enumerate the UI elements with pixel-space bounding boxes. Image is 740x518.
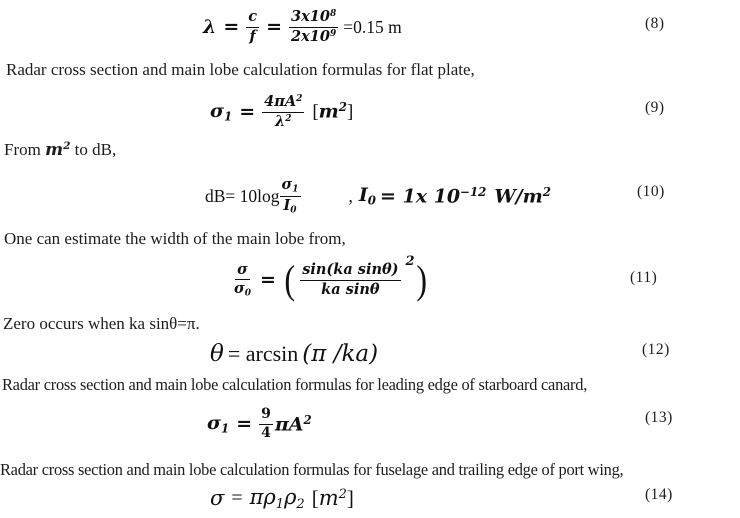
eq10-denominator xyxy=(281,197,298,216)
from-m-exponent: 2 xyxy=(63,140,71,153)
eq8-frac2-num-exponent: 8 xyxy=(329,9,337,20)
eq11-fraction-sinc xyxy=(300,262,400,297)
eq10-unit xyxy=(494,185,551,207)
eq8-result: =0.15 m xyxy=(343,16,402,37)
eq8-fraction-c-over-f xyxy=(246,9,259,44)
eq14-unit-base: m xyxy=(318,485,339,510)
eq10-I0 xyxy=(359,184,376,208)
eq10-mid xyxy=(380,185,486,207)
eq11-open-paren: ( xyxy=(284,257,295,302)
eq8-frac1-numerator: c xyxy=(246,9,259,27)
equation-13-number: (13) xyxy=(645,409,673,426)
eq11-lhs-numerator: σ xyxy=(235,262,250,280)
equation-9 xyxy=(210,91,353,133)
from-text-pre: From xyxy=(4,140,46,159)
equation-12-number: (12) xyxy=(642,341,670,358)
eq9-denominator xyxy=(273,113,293,130)
equation-11 xyxy=(232,256,428,304)
equation-10-number: (10) xyxy=(637,183,665,200)
eq10-numerator xyxy=(280,177,301,197)
eq13-fraction-9-over-4 xyxy=(259,407,273,441)
eq9-unit-open-bracket: [ xyxy=(312,101,319,123)
eq9-den-exponent: 2 xyxy=(285,113,292,124)
eq9-unit-exponent: 2 xyxy=(338,100,347,115)
eq10-den-base: I xyxy=(283,196,291,214)
eq13-denominator: 4 xyxy=(261,424,271,441)
eq11-close-paren: ) xyxy=(415,257,427,302)
equation-13 xyxy=(207,403,312,445)
eq9-sigma xyxy=(210,100,232,124)
equation-9-number: (9) xyxy=(645,99,665,116)
eq8-fraction-3x10e8-over-2x10e9 xyxy=(289,9,338,44)
eq13-numerator: 9 xyxy=(259,407,273,425)
eq8-lambda: λ xyxy=(203,16,217,38)
eq14-unit-open-bracket: [ xyxy=(311,485,319,510)
eq14-sigma: σ xyxy=(210,486,225,510)
eq13-sigma-base: σ xyxy=(207,412,222,435)
eq12-pi-over-ka: (π /ka) xyxy=(302,341,379,367)
eq8-frac2-numerator xyxy=(289,9,338,27)
eq13-sigma-subscript: 1 xyxy=(221,421,230,436)
eq10-num-base: σ xyxy=(281,175,293,193)
eq10-mid-base: = 1x 10 xyxy=(379,185,461,208)
eq8-frac2-den-base: 2x10 xyxy=(291,27,330,45)
equation-14 xyxy=(210,484,354,512)
eq14-rho2-base: ρ xyxy=(284,484,297,509)
eq11-lhs-denominator xyxy=(232,280,253,299)
eq9-num-exponent: 2 xyxy=(296,94,303,105)
eq13-sigma xyxy=(207,412,229,436)
eq12-equals-arcsin: = arcsin xyxy=(227,341,299,366)
eq11-exponent: 2 xyxy=(405,254,415,269)
eq9-unit-close-bracket: ] xyxy=(346,101,354,123)
eq10-I-base: I xyxy=(358,184,368,207)
eq13-equals: = xyxy=(236,413,253,435)
eq14-unit-close-bracket: ] xyxy=(346,485,354,510)
eq9-numerator xyxy=(262,94,304,112)
eq10-I-subscript: 0 xyxy=(367,193,376,208)
eq9-unit xyxy=(312,100,353,123)
eq14-rho2-subscript: 2 xyxy=(296,496,305,512)
equation-14-number: (14) xyxy=(645,486,673,503)
eq11-numerator: sin(ka sinθ) xyxy=(300,262,400,280)
eq8-frac2-denominator xyxy=(289,28,338,45)
from-m-base: m xyxy=(45,140,64,160)
paragraph-main-lobe: One can estimate the width of the main lobe from, xyxy=(4,229,346,248)
eq13-rest-exponent: 2 xyxy=(303,412,312,427)
paragraph-from-m2-to-db xyxy=(4,140,116,160)
eq8-frac2-num-base: 3x10 xyxy=(291,8,330,26)
eq9-sigma-base: σ xyxy=(210,100,225,123)
eq11-lhs-fraction-sigma-over-sigma0 xyxy=(232,262,253,299)
eq10-unit-base: W/m xyxy=(494,185,543,208)
equation-12 xyxy=(210,339,378,369)
eq10-den-subscript: 0 xyxy=(290,205,297,216)
eq13-piA-squared xyxy=(275,413,312,435)
eq9-sigma-subscript: 1 xyxy=(224,109,233,124)
from-m-squared xyxy=(45,140,70,160)
eq8-equals-1: = xyxy=(223,16,240,38)
eq9-num-base: 4πA xyxy=(264,93,297,111)
eq8-equals-2: = xyxy=(266,16,283,38)
equation-10 xyxy=(205,175,555,217)
eq8-frac2-den-exponent: 9 xyxy=(329,28,337,39)
paragraph-flat-plate: Radar cross section and main lobe calculation formulas for flat plate, xyxy=(6,60,475,79)
eq9-fraction-4piA2-over-lambda2 xyxy=(262,94,304,129)
eq10-lhs-db-10log: dB= 10log xyxy=(205,185,280,206)
equation-8 xyxy=(203,6,402,48)
eq14-pi-rho1-rho2 xyxy=(250,485,305,512)
from-text-post: to dB, xyxy=(70,140,117,159)
eq14-unit-exponent: 2 xyxy=(338,486,347,502)
eq11-denominator: ka sinθ xyxy=(321,280,380,298)
eq10-unit-exponent: 2 xyxy=(542,184,551,199)
equation-8-number: (8) xyxy=(645,15,665,32)
eq8-frac1-denominator: f xyxy=(249,27,256,45)
eq14-rho1-subscript: 1 xyxy=(275,496,285,512)
eq13-rest-base: πA xyxy=(274,413,304,436)
eq11-lhs-den-base: σ xyxy=(234,279,245,297)
paragraph-starboard-canard: Radar cross section and main lobe calculation formulas for leading edge of starboard canard, xyxy=(2,375,588,394)
eq14-unit xyxy=(312,486,354,511)
eq9-equals: = xyxy=(239,101,256,123)
eq10-comma: , xyxy=(348,185,353,206)
paragraph-zero-occurs: Zero occurs when ka sinθ=π. xyxy=(3,314,200,333)
equation-11-number: (11) xyxy=(630,269,658,286)
eq9-unit-base: m xyxy=(318,100,339,123)
eq11-lhs-den-subscript: 0 xyxy=(244,288,251,299)
eq9-den-base: λ xyxy=(275,112,286,130)
eq14-pirho-base: πρ xyxy=(249,484,276,509)
eq10-fraction-sigma1-over-I0 xyxy=(280,177,301,216)
eq12-theta: θ xyxy=(210,341,224,367)
paragraph-port-wing: Radar cross section and main lobe calculation formulas for fuselage and trailing edge of port wing, xyxy=(0,460,624,479)
eq11-equals: = xyxy=(259,269,276,291)
eq14-equals: = xyxy=(231,486,243,509)
eq10-mid-exponent: −12 xyxy=(460,184,487,199)
eq10-num-subscript: 1 xyxy=(292,184,299,195)
